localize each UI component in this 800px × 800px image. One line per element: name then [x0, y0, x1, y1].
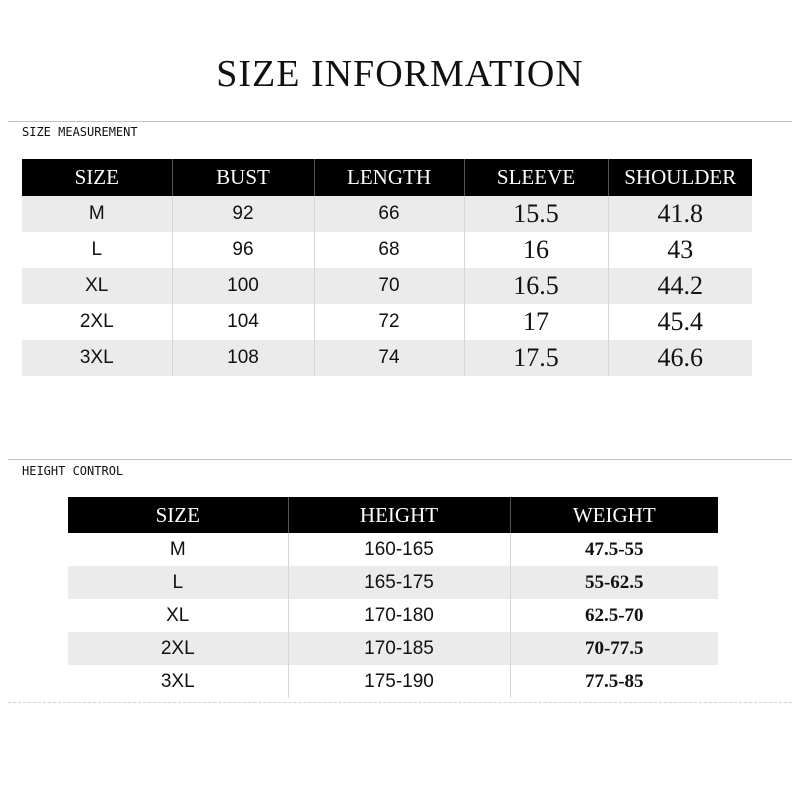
bust-cell: 104	[172, 304, 314, 340]
height-cell: 170-180	[288, 599, 510, 632]
shoulder-cell: 46.6	[608, 340, 752, 376]
table-row	[68, 533, 718, 566]
weight-cell: 77.5-85	[510, 665, 718, 698]
size-cell: 3XL	[160, 670, 195, 692]
length-cell: 72	[314, 304, 464, 340]
divider	[8, 121, 792, 122]
height-control-table	[68, 497, 718, 698]
divider	[8, 459, 792, 460]
height-cell: 165-175	[288, 566, 510, 599]
header-sleeve: SLEEVE	[464, 159, 608, 196]
header-weight: WEIGHT	[510, 497, 718, 533]
size-cell: XL	[22, 268, 172, 304]
bust-cell: 96	[172, 232, 314, 268]
shoulder-cell: 41.8	[608, 196, 752, 232]
table-row	[68, 566, 718, 599]
size-measurement-table	[22, 159, 752, 376]
table-row	[68, 599, 718, 632]
header-length: LENGTH	[314, 159, 464, 196]
height-cell: 170-185	[288, 632, 510, 665]
bust-cell: 92	[172, 196, 314, 232]
size-cell: M	[169, 538, 186, 560]
shoulder-cell: 44.2	[608, 268, 752, 304]
size-cell: 2XL	[79, 311, 114, 332]
page-title: SIZE INFORMATION	[216, 53, 584, 95]
sleeve-cell: 15.5	[464, 196, 608, 232]
sleeve-cell: 17	[464, 304, 608, 340]
length-cell: 70	[314, 268, 464, 304]
header-shoulder: SHOULDER	[608, 159, 752, 196]
size-measurement-label: SIZE MEASUREMENT	[22, 125, 138, 139]
header-bust: BUST	[172, 159, 314, 196]
shoulder-cell: 43	[608, 232, 752, 268]
size-cell: L	[91, 239, 103, 260]
header-size: SIZE	[68, 497, 288, 533]
bust-cell: 100	[172, 268, 314, 304]
table-row	[22, 268, 752, 304]
height-control-label: HEIGHT CONTROL	[22, 464, 124, 478]
table-row	[22, 196, 752, 232]
height-cell: 160-165	[288, 533, 510, 566]
size-cell: 2XL	[68, 632, 288, 665]
size-cell: XL	[166, 604, 190, 626]
weight-cell: 55-62.5	[510, 566, 718, 599]
length-cell: 66	[314, 196, 464, 232]
sleeve-cell: 16	[464, 232, 608, 268]
table-row	[68, 632, 718, 665]
sleeve-cell: 17.5	[464, 340, 608, 376]
weight-cell: 47.5-55	[510, 533, 718, 566]
table-header-row	[22, 159, 752, 196]
size-cell: M	[22, 196, 172, 232]
divider	[8, 702, 792, 703]
table-row	[68, 665, 718, 698]
size-cell: 3XL	[22, 340, 172, 376]
length-cell: 68	[314, 232, 464, 268]
size-cell: L	[68, 566, 288, 599]
bust-cell: 108	[172, 340, 314, 376]
weight-cell: 62.5-70	[510, 599, 718, 632]
weight-cell: 70-77.5	[510, 632, 718, 665]
header-size: SIZE	[22, 159, 172, 196]
table-row	[22, 340, 752, 376]
table-header-row	[68, 497, 718, 533]
header-height: HEIGHT	[288, 497, 510, 533]
height-cell: 175-190	[288, 665, 510, 698]
length-cell: 74	[314, 340, 464, 376]
sleeve-cell: 16.5	[464, 268, 608, 304]
table-row	[22, 304, 752, 340]
table-row	[22, 232, 752, 268]
shoulder-cell: 45.4	[608, 304, 752, 340]
